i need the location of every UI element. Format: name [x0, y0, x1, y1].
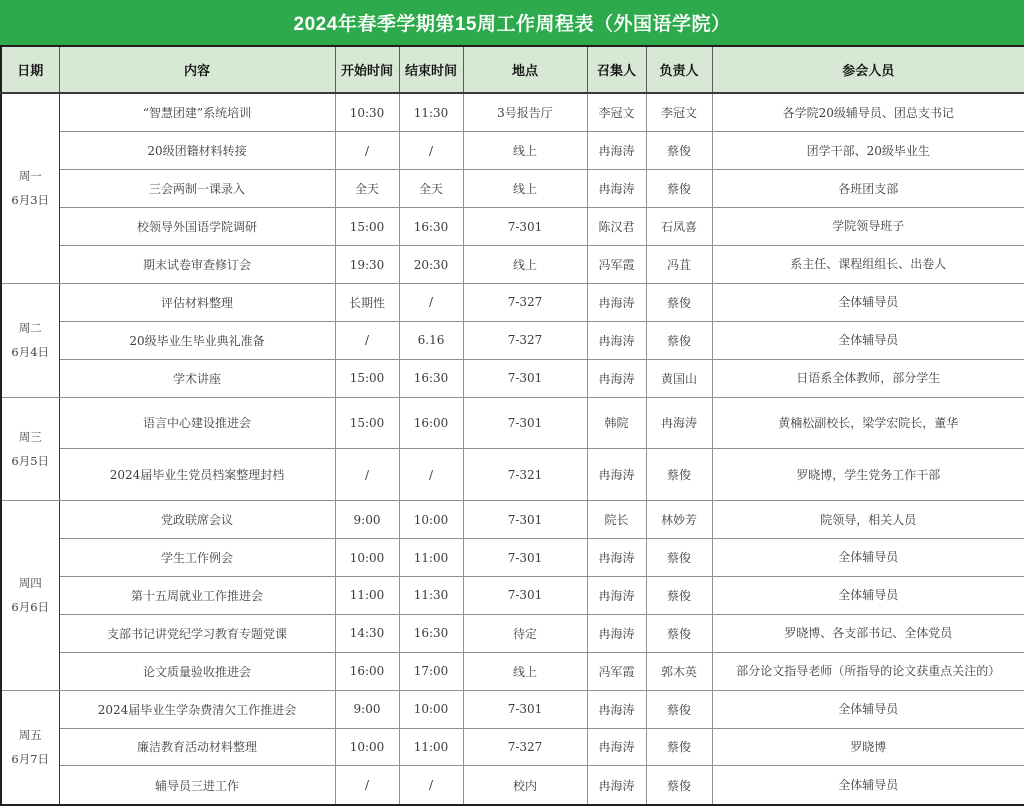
location-cell: 7-301: [463, 690, 587, 728]
convener-cell: 冉海涛: [587, 283, 646, 321]
date-cell: [1, 93, 59, 283]
end-cell: 20:30: [399, 246, 463, 284]
convener-cell: 冉海涛: [587, 132, 646, 170]
content-cell: 第十五周就业工作推进会: [59, 577, 335, 615]
start-cell: 15:00: [335, 359, 399, 397]
end-cell: /: [399, 283, 463, 321]
content-cell: 校领导外国语学院调研: [59, 208, 335, 246]
convener-cell: 冉海涛: [587, 321, 646, 359]
content-cell: 学生工作例会: [59, 539, 335, 577]
convener-cell: 冉海涛: [587, 766, 646, 805]
location-cell: 3号报告厅: [463, 93, 587, 132]
table-row: [1, 397, 1024, 449]
location-cell: 7-301: [463, 397, 587, 449]
convener-cell: 陈汉君: [587, 208, 646, 246]
participants-cell: 各班团支部: [712, 170, 1024, 208]
convener-cell: 冉海涛: [587, 690, 646, 728]
table-row: [1, 93, 1024, 132]
table-row: [1, 728, 1024, 766]
content-cell: 辅导员三进工作: [59, 766, 335, 805]
location-cell: 7-301: [463, 539, 587, 577]
table-row: [1, 652, 1024, 690]
participants-cell: 系主任、课程组组长、出卷人: [712, 246, 1024, 284]
column-header: 日期: [1, 46, 59, 93]
participants-cell: 全体辅导员: [712, 766, 1024, 805]
participants-cell: 全体辅导员: [712, 690, 1024, 728]
start-cell: 10:00: [335, 539, 399, 577]
content-cell: 廉洁教育活动材料整理: [59, 728, 335, 766]
content-cell: 论文质量验收推进会: [59, 652, 335, 690]
owner-cell: 蔡俊: [646, 614, 712, 652]
participants-cell: 全体辅导员: [712, 321, 1024, 359]
end-cell: 11:30: [399, 577, 463, 615]
owner-cell: 蔡俊: [646, 132, 712, 170]
participants-cell: 日语系全体教师，部分学生: [712, 359, 1024, 397]
schedule-body: [1, 93, 1024, 805]
content-cell: 党政联席会议: [59, 501, 335, 539]
start-cell: 9:00: [335, 690, 399, 728]
end-cell: 11:00: [399, 728, 463, 766]
date-cell: [1, 501, 59, 690]
owner-cell: 冉海涛: [646, 397, 712, 449]
location-cell: 7-301: [463, 359, 587, 397]
end-cell: /: [399, 132, 463, 170]
date-label: 6月5日: [11, 453, 50, 468]
weekday-label: 周一: [18, 169, 42, 184]
participants-cell: 全体辅导员: [712, 539, 1024, 577]
table-row: [1, 359, 1024, 397]
participants-cell: 各学院20级辅导员、团总支书记: [712, 93, 1024, 132]
participants-cell: 院领导，相关人员: [712, 501, 1024, 539]
weekday-label: 周五: [18, 728, 42, 743]
table-row: [1, 449, 1024, 501]
schedule-table: [0, 45, 1024, 806]
end-cell: 16:30: [399, 614, 463, 652]
owner-cell: 黄国山: [646, 359, 712, 397]
end-cell: 16:30: [399, 359, 463, 397]
content-cell: 期末试卷审查修订会: [59, 246, 335, 284]
location-cell: 7-301: [463, 501, 587, 539]
weekday-label: 周四: [18, 576, 42, 591]
start-cell: 长期性: [335, 283, 399, 321]
participants-cell: 部分论文指导老师（所指导的论文获重点关注的）: [712, 652, 1024, 690]
start-cell: 10:00: [335, 728, 399, 766]
table-row: [1, 766, 1024, 805]
location-cell: 7-327: [463, 321, 587, 359]
location-cell: 线上: [463, 246, 587, 284]
header-row: [1, 46, 1024, 93]
end-cell: /: [399, 766, 463, 805]
end-cell: 16:00: [399, 397, 463, 449]
owner-cell: 林妙芳: [646, 501, 712, 539]
location-cell: 待定: [463, 614, 587, 652]
owner-cell: 蔡俊: [646, 577, 712, 615]
page-title: 2024年春季学期第15周工作周程表（外国语学院）: [293, 14, 731, 35]
end-cell: 11:00: [399, 539, 463, 577]
location-cell: 7-301: [463, 208, 587, 246]
content-cell: 支部书记讲党纪学习教育专题党课: [59, 614, 335, 652]
location-cell: 7-327: [463, 728, 587, 766]
end-cell: 全天: [399, 170, 463, 208]
date-label: 6月7日: [11, 752, 50, 767]
owner-cell: 蔡俊: [646, 170, 712, 208]
start-cell: 19:30: [335, 246, 399, 284]
owner-cell: 蔡俊: [646, 539, 712, 577]
content-cell: 2024届毕业生学杂费清欠工作推进会: [59, 690, 335, 728]
owner-cell: 蔡俊: [646, 449, 712, 501]
table-row: [1, 614, 1024, 652]
start-cell: 全天: [335, 170, 399, 208]
participants-cell: 团学干部、20级毕业生: [712, 132, 1024, 170]
participants-cell: 全体辅导员: [712, 283, 1024, 321]
convener-cell: 韩院: [587, 397, 646, 449]
table-row: [1, 539, 1024, 577]
start-cell: 14:30: [335, 614, 399, 652]
participants-cell: 罗晓博: [712, 728, 1024, 766]
end-cell: 10:00: [399, 501, 463, 539]
start-cell: 11:00: [335, 577, 399, 615]
table-row: [1, 501, 1024, 539]
owner-cell: 蔡俊: [646, 690, 712, 728]
start-cell: /: [335, 321, 399, 359]
location-cell: 7-327: [463, 283, 587, 321]
convener-cell: 冉海涛: [587, 359, 646, 397]
end-cell: 11:30: [399, 93, 463, 132]
participants-cell: 学院领导班子: [712, 208, 1024, 246]
end-cell: 17:00: [399, 652, 463, 690]
owner-cell: 蔡俊: [646, 766, 712, 805]
date-cell: [1, 397, 59, 501]
convener-cell: 院长: [587, 501, 646, 539]
owner-cell: 蔡俊: [646, 321, 712, 359]
column-header: 结束时间: [399, 46, 463, 93]
end-cell: 10:00: [399, 690, 463, 728]
weekday-label: 周二: [18, 321, 42, 336]
owner-cell: 冯苴: [646, 246, 712, 284]
table-row: [1, 321, 1024, 359]
content-cell: 20级团籍材料转接: [59, 132, 335, 170]
convener-cell: 李冠文: [587, 93, 646, 132]
column-header: 负责人: [646, 46, 712, 93]
owner-cell: 蔡俊: [646, 728, 712, 766]
content-cell: 三会两制一课录入: [59, 170, 335, 208]
convener-cell: 冉海涛: [587, 449, 646, 501]
date-label: 6月4日: [11, 345, 50, 360]
convener-cell: 冯军霞: [587, 246, 646, 284]
date-cell: [1, 283, 59, 397]
convener-cell: 冯军霞: [587, 652, 646, 690]
location-cell: 校内: [463, 766, 587, 805]
start-cell: 10:30: [335, 93, 399, 132]
convener-cell: 冉海涛: [587, 170, 646, 208]
content-cell: 语言中心建设推进会: [59, 397, 335, 449]
title-bar: [0, 0, 1024, 45]
date-label: 6月3日: [11, 193, 50, 208]
column-header: 参会人员: [712, 46, 1024, 93]
table-row: [1, 246, 1024, 284]
column-header: 召集人: [587, 46, 646, 93]
table-row: [1, 283, 1024, 321]
start-cell: /: [335, 449, 399, 501]
owner-cell: 李冠文: [646, 93, 712, 132]
content-cell: 学术讲座: [59, 359, 335, 397]
end-cell: 6.16: [399, 321, 463, 359]
participants-cell: 全体辅导员: [712, 577, 1024, 615]
start-cell: 9:00: [335, 501, 399, 539]
convener-cell: 冉海涛: [587, 728, 646, 766]
table-row: [1, 208, 1024, 246]
table-row: [1, 170, 1024, 208]
weekday-label: 周三: [18, 429, 42, 444]
start-cell: /: [335, 766, 399, 805]
start-cell: 16:00: [335, 652, 399, 690]
participants-cell: 黄楠松副校长，梁学宏院长，董华: [712, 397, 1024, 449]
participants-cell: 罗晓博、各支部书记、全体党员: [712, 614, 1024, 652]
convener-cell: 冉海涛: [587, 539, 646, 577]
date-cell: [1, 690, 59, 805]
location-cell: 7-301: [463, 577, 587, 615]
end-cell: 16:30: [399, 208, 463, 246]
start-cell: 15:00: [335, 208, 399, 246]
table-row: [1, 577, 1024, 615]
date-label: 6月6日: [11, 600, 50, 615]
end-cell: /: [399, 449, 463, 501]
location-cell: 线上: [463, 652, 587, 690]
start-cell: /: [335, 132, 399, 170]
owner-cell: 石凤喜: [646, 208, 712, 246]
column-header: 地点: [463, 46, 587, 93]
convener-cell: 冉海涛: [587, 577, 646, 615]
content-cell: 2024届毕业生党员档案整理封档: [59, 449, 335, 501]
start-cell: 15:00: [335, 397, 399, 449]
table-row: [1, 132, 1024, 170]
location-cell: 7-321: [463, 449, 587, 501]
content-cell: 评估材料整理: [59, 283, 335, 321]
owner-cell: 蔡俊: [646, 283, 712, 321]
content-cell: 20级毕业生毕业典礼准备: [59, 321, 335, 359]
owner-cell: 郭木英: [646, 652, 712, 690]
content-cell: “智慧团建”系统培训: [59, 93, 335, 132]
column-header: 内容: [59, 46, 335, 93]
location-cell: 线上: [463, 170, 587, 208]
column-header: 开始时间: [335, 46, 399, 93]
participants-cell: 罗晓博，学生党务工作干部: [712, 449, 1024, 501]
location-cell: 线上: [463, 132, 587, 170]
convener-cell: 冉海涛: [587, 614, 646, 652]
table-row: [1, 690, 1024, 728]
